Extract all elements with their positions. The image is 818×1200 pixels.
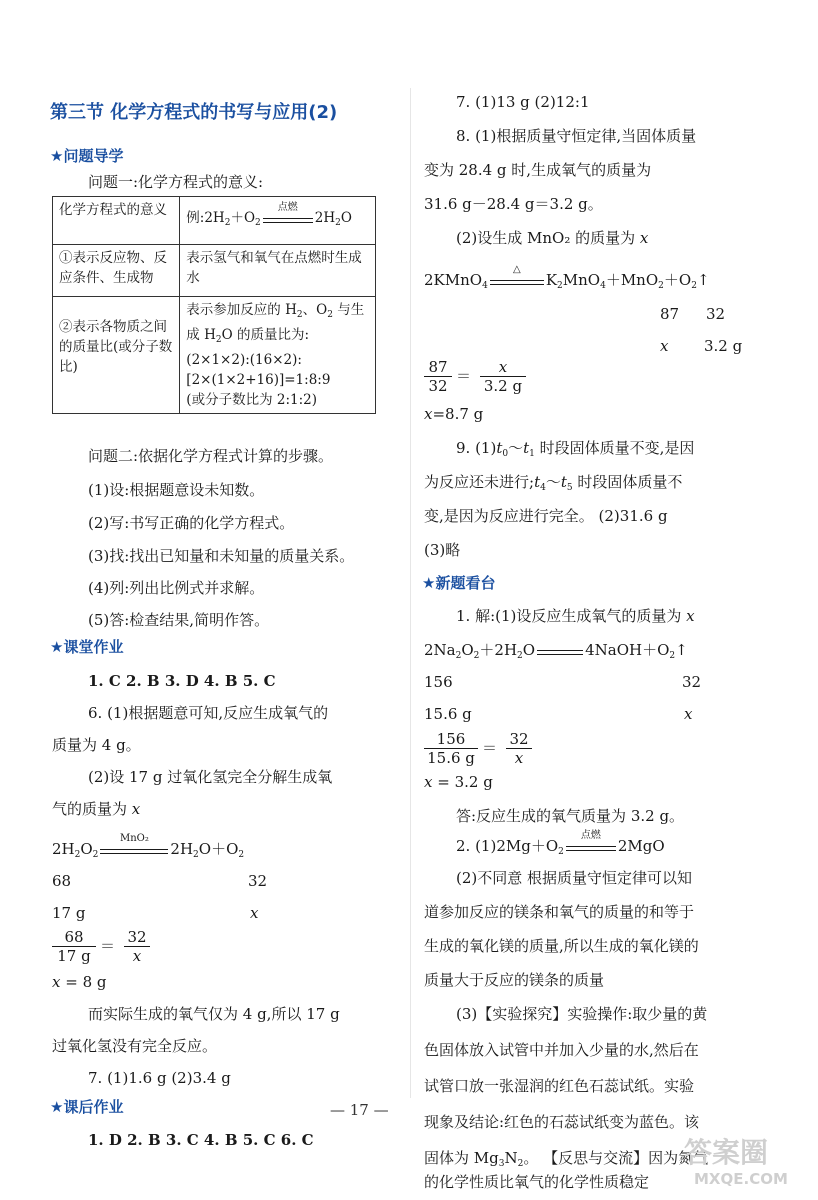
svg-text:MXQE.COM: MXQE.COM xyxy=(694,1170,788,1188)
table-cell: 化学方程式的意义 xyxy=(53,197,180,245)
n2-part3-line-2: 色固体放入试管中并加入少量的水,然后在 xyxy=(424,1041,699,1059)
heading-kehou: ★课后作业 xyxy=(50,1098,124,1116)
n2-part3-line-1: (3)【实验探究】实验操作:取少量的黄 xyxy=(456,1005,708,1023)
n2-part3-line-3: 试管口放一张湿润的红色石蕊试纸。实验 xyxy=(424,1077,695,1095)
heading-xinti: ★新题看台 xyxy=(422,574,496,592)
q6-equation: $2H_2O_2$ MnO₂ $2H_2O+O_2$ xyxy=(52,833,245,860)
answers-1-5: 1. C 2. B 3. D 4. B 5. C xyxy=(88,672,276,690)
n1-line-1: 1. 解:(1)设反应生成氧气的质量为 x xyxy=(456,607,695,625)
q6-line-3: (2)设 17 g 过氧化氢完全分解生成氧 xyxy=(88,768,333,786)
n1-equals: ＝ xyxy=(482,739,498,757)
heading-wenti: ★问题导学 xyxy=(50,147,124,165)
r9-line-1: 9. $(1)t_0\sim t_1$ 时段固体质量不变,是因 xyxy=(456,439,695,459)
n2-part2-line-1: (2)不同意 根据质量守恒定律可以知 xyxy=(456,869,693,887)
table-cell: 表示参加反应的 $H_2$、$O_2$ 与生成 $H_2O$ 的质量比为: (2×1×2):(16×2):[2×(1×2+16)]=1:8:9 (或分子数比为 2:1:2) xyxy=(180,297,376,414)
r8-fraction-right: $\frac{x}{3.2 g}$ xyxy=(480,358,526,395)
q6-unknown-x: x xyxy=(250,904,259,922)
r8-equals: ＝ xyxy=(456,367,472,385)
r8-given-32g: 3.2 g xyxy=(704,337,743,355)
table-cell: ①表示反应物、反应条件、生成物 xyxy=(53,245,180,297)
r8-mass-32: 32 xyxy=(706,305,726,323)
n1-fraction-left: $\frac{156}{15.6 g}$ xyxy=(424,730,478,767)
n2-part3-line-4: 现象及结论:红色的石蕊试纸变为蓝色。该 xyxy=(424,1113,700,1131)
q6-mass-68: 68 xyxy=(52,872,72,890)
q6-line-2: 质量为 4 g。 xyxy=(52,736,141,754)
q6-result: x = 8 g xyxy=(52,973,107,991)
table-cell: ②表示各物质之间的质量比(或分子数比) xyxy=(53,297,180,414)
n2-equation: 2. $(1)2Mg+O_2$ 点燃 2MgO xyxy=(456,830,665,857)
page-number: — 17 — xyxy=(330,1101,389,1119)
r9-line-4: (3)略 xyxy=(424,541,461,559)
r8-line-2: 变为 28.4 g 时,生成氧气的质量为 xyxy=(424,161,652,179)
n1-unknown-x: x xyxy=(684,705,693,723)
n2-part3-line-5: 固体为 $Mg_3N_2$。 【反思与交流】因为氮气 xyxy=(424,1149,709,1169)
r9-line-3: 变,是因为反应进行完全。 (2)31.6 g xyxy=(424,507,668,525)
r8-equation: 2KMnO$_4$ △ $K_2MnO_4+MnO_2+O_2↑$ xyxy=(424,264,710,291)
heading-ketang: ★课堂作业 xyxy=(50,638,124,656)
table-cell: 表示氢气和氧气在点燃时生成水 xyxy=(180,245,376,297)
question-one-title: 问题一:化学方程式的意义: xyxy=(88,173,264,191)
n2-part3-line-6: 的化学性质比氧气的化学性质稳定 xyxy=(424,1173,650,1191)
svg-text:答案圈: 答案圈 xyxy=(684,1136,769,1169)
r8-line-1: 8. (1)根据质量守恒定律,当固体质量 xyxy=(456,127,697,145)
n2-part2-line-4: 质量大于反应的镁条的质量 xyxy=(424,971,605,989)
n1-equation: $2Na_2O_2+2H_2O$ $4NaOH+O_2↑$ xyxy=(424,641,688,661)
r8-mass-87: 87 xyxy=(660,305,680,323)
r8-unknown-x: x xyxy=(660,337,669,355)
n1-result: x = 3.2 g xyxy=(424,773,493,791)
q6-fraction-left: $\frac{68}{17 g}$ xyxy=(52,928,96,965)
r8-fraction-left: $\frac{87}{32}$ xyxy=(424,358,452,395)
table-cell: 例$:2H_2+O_2$ 点燃 $2H_2O$ xyxy=(180,197,376,245)
step-4: (4)列:列出比例式并求解。 xyxy=(88,579,265,597)
n2-part2-line-3: 生成的氧化镁的质量,所以生成的氧化镁的 xyxy=(424,937,699,955)
step-1: (1)设:根据题意设未知数。 xyxy=(88,481,265,499)
q6-given-17g: 17 g xyxy=(52,904,86,922)
column-divider xyxy=(410,88,411,1098)
r8-result: x=8.7 g xyxy=(424,405,484,423)
q6-mass-32: 32 xyxy=(248,872,268,890)
n1-given: 15.6 g xyxy=(424,705,472,723)
step-3: (3)找:找出已知量和未知量的质量关系。 xyxy=(88,547,355,565)
r9-line-2: 为反应还未进行$;t_4\sim t_5$ 时段固体质量不 xyxy=(424,473,683,493)
q6-line-1: 6. (1)根据题意可知,反应生成氧气的 xyxy=(88,704,329,722)
r8-line-4: (2)设生成 MnO₂ 的质量为 x xyxy=(456,229,649,247)
watermark-logo xyxy=(680,1130,806,1190)
r7-answer: 7. (1)13 g (2)12:1 xyxy=(456,93,590,111)
question-two-title: 问题二:依据化学方程式计算的步骤。 xyxy=(88,447,334,465)
q6-equals: ＝ xyxy=(100,937,116,955)
n1-mass-32: 32 xyxy=(682,673,702,691)
q6-line-4: 气的质量为 x xyxy=(52,800,141,818)
step-2: (2)写:书写正确的化学方程式。 xyxy=(88,514,295,532)
q6-conclusion-1: 而实际生成的氧气仅为 4 g,所以 17 g xyxy=(88,1005,340,1023)
n1-answer: 答:反应生成的氧气质量为 3.2 g。 xyxy=(456,807,685,825)
q6-conclusion-2: 过氧化氢没有完全反应。 xyxy=(52,1037,218,1055)
answers-kehou: 1. D 2. B 3. C 4. B 5. C 6. C xyxy=(88,1131,314,1149)
r8-line-3: 31.6 g－28.4 g＝3.2 g。 xyxy=(424,195,603,213)
n1-mass-156: 156 xyxy=(424,673,453,691)
q6-fraction-right: $\frac{32}{x}$ xyxy=(124,928,150,965)
q7-answer: 7. (1)1.6 g (2)3.4 g xyxy=(88,1069,231,1087)
n1-fraction-right: $\frac{32}{x}$ xyxy=(506,730,532,767)
section-title: 第三节 化学方程式的书写与应用(2) xyxy=(50,102,338,123)
n2-part2-line-2: 道参加反应的镁条和氧气的质量的和等于 xyxy=(424,903,695,921)
step-5: (5)答:检查结果,简明作答。 xyxy=(88,611,270,629)
meaning-table xyxy=(52,196,376,414)
